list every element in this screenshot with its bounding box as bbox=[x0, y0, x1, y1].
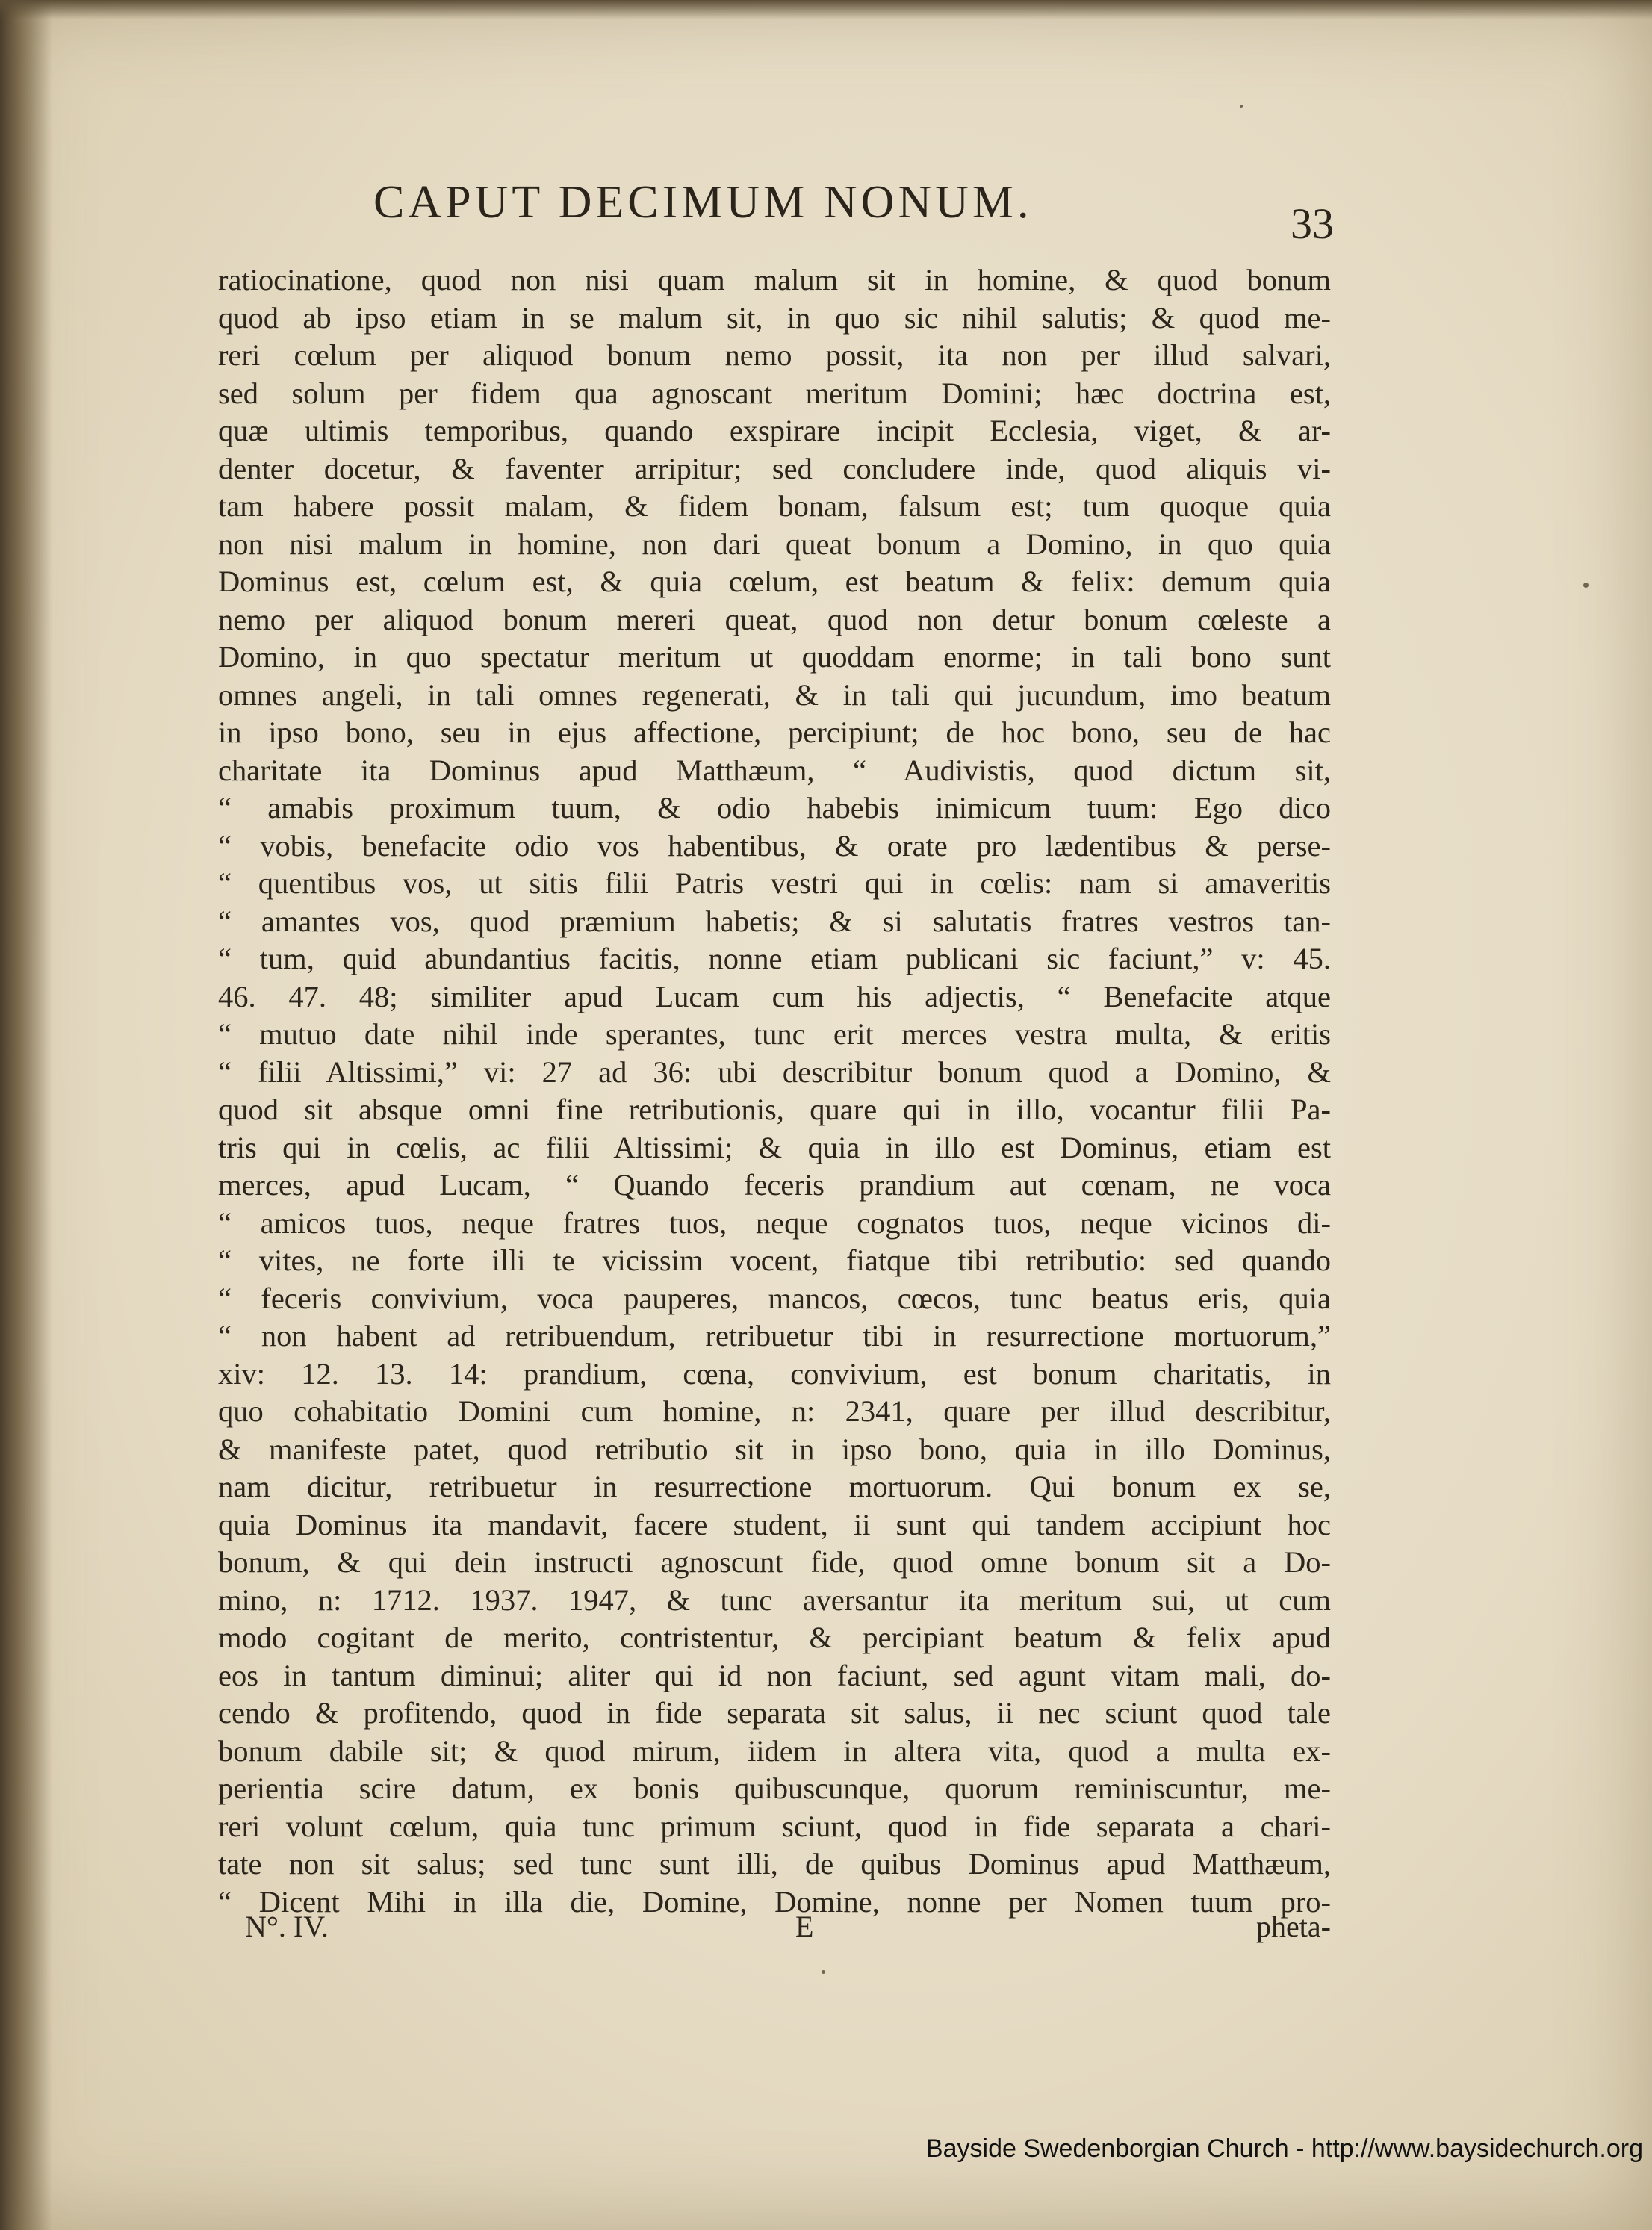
text-line: quod sit absque omni fine retributionis, quare qui in illo, vocantur filii Pa- bbox=[218, 1093, 1331, 1126]
body-text bbox=[218, 261, 1331, 1921]
text-line: omnes angeli, in tali omnes regenerati, & in tali qui jucundum, imo beatum bbox=[218, 677, 1331, 712]
text-line: & manifeste patet, quod retributio sit in ipso bono, quia in illo Dominus, bbox=[218, 1432, 1331, 1466]
page-number: 33 bbox=[1291, 199, 1334, 248]
text-line: tate non sit salus; sed tunc sunt illi, de quibus Dominus apud Matthæum, bbox=[218, 1847, 1331, 1880]
text-line: non nisi malum in homine, non dari queat bonum a Domino, in quo quia bbox=[218, 527, 1331, 561]
text-line: “ mutuo date nihil inde sperantes, tunc erit merces vestra multa, & eritis bbox=[218, 1017, 1331, 1051]
text-line: “ filii Altissimi,” vi: 27 ad 36: ubi describitur bonum quod a Domino, & bbox=[218, 1055, 1331, 1089]
text-line: “ amicos tuos, neque fratres tuos, neque cognatos tuos, neque vicinos di- bbox=[218, 1205, 1331, 1240]
text-line: mino, n: 1712. 1937. 1947, & tunc aversantur ita meritum sui, ut cum bbox=[218, 1583, 1331, 1617]
page-top-edge bbox=[0, 0, 1652, 19]
text-line: bonum, & qui dein instructi agnoscunt fide, quod omne bonum sit a Do- bbox=[218, 1545, 1331, 1579]
text-line: reri cœlum per aliquod bonum nemo possit, ita non per illud salvari, bbox=[218, 338, 1331, 372]
watermark-url: Bayside Swedenborgian Church - http://www.baysidechurch.org bbox=[925, 2134, 1643, 2163]
text-line: in ipso bono, seu in ejus affectione, percipiunt; de hoc bono, seu de hac bbox=[218, 715, 1331, 749]
text-line: tris qui in cœlis, ac filii Altissimi; & quia in illo est Dominus, etiam est bbox=[218, 1130, 1331, 1164]
text-line: “ vobis, benefacite odio vos habentibus, & orate pro lædentibus & perse- bbox=[218, 828, 1331, 863]
text-line: quæ ultimis temporibus, quando exspirare incipit Ecclesia, viget, & ar- bbox=[218, 414, 1331, 447]
running-title: CAPUT DECIMUM NONUM. bbox=[373, 177, 1033, 228]
text-line: nam dicitur, retribuetur in resurrectione mortuorum. Qui bonum ex se, bbox=[218, 1470, 1331, 1503]
text-line: eos in tantum diminui; aliter qui id non faciunt, sed agunt vitam mali, do- bbox=[218, 1658, 1331, 1692]
text-line: nemo per aliquod bonum mereri queat, quod non detur bonum cœleste a bbox=[218, 602, 1331, 636]
text-line: reri volunt cœlum, quia tunc primum sciunt, quod in fide separata a chari- bbox=[218, 1809, 1331, 1843]
text-line: “ feceris convivium, voca pauperes, mancos, cœcos, tunc beatus eris, quia bbox=[218, 1281, 1331, 1315]
text-line: ratiocinatione, quod non nisi quam malum sit in homine, & quod bonum bbox=[218, 263, 1331, 296]
paper-speck bbox=[1583, 583, 1589, 588]
text-line: cendo & profitendo, quod in fide separata sit salus, ii nec sciunt quod tale bbox=[218, 1696, 1331, 1730]
text-line: “ Dicent Mihi in illa die, Domine, Domine, nonne per Nomen tuum pro- bbox=[218, 1884, 1331, 1919]
catchword: pheta- bbox=[1256, 1910, 1331, 1943]
text-line: merces, apud Lucam, “ Quando feceris prandium aut cœnam, ne voca bbox=[218, 1168, 1331, 1202]
text-line: denter docetur, & faventer arripitur; sed concludere inde, quod aliquis vi- bbox=[218, 451, 1331, 485]
signature-mark: N°. IV. bbox=[245, 1910, 329, 1943]
text-line: “ quentibus vos, ut sitis filii Patris vestri qui in cœlis: nam si amaveritis bbox=[218, 866, 1331, 900]
paper-speck bbox=[822, 1970, 825, 1974]
text-line: “ non habent ad retribuendum, retribuetur tibi in resurrectione mortuorum,” bbox=[218, 1319, 1331, 1352]
text-line: Dominus est, cœlum est, & quia cœlum, est beatum & felix: demum quia bbox=[218, 565, 1331, 598]
text-line: quod ab ipso etiam in se malum sit, in quo sic nihil salutis; & quod me- bbox=[218, 300, 1331, 335]
text-line: modo cogitant de merito, contristentur, & percipiant beatum & felix apud bbox=[218, 1621, 1331, 1654]
text-line: xiv: 12. 13. 14: prandium, cœna, convivium, est bonum charitatis, in bbox=[218, 1356, 1331, 1391]
text-line: “ amabis proximum tuum, & odio habebis inimicum tuum: Ego dico bbox=[218, 791, 1331, 824]
text-line: “ vites, ne forte illi te vicissim vocent, fiatque tibi retributio: sed quando bbox=[218, 1243, 1331, 1277]
text-line: sed solum per fidem qua agnoscant meritum Domini; hæc doctrina est, bbox=[218, 376, 1331, 410]
paper-speck bbox=[1240, 105, 1243, 108]
text-line: tam habere possit malam, & fidem bonam, falsum est; tum quoque quia bbox=[218, 489, 1331, 523]
signature-letter: E bbox=[795, 1910, 814, 1943]
text-line: charitate ita Dominus apud Matthæum, “ Audivistis, quod dictum sit, bbox=[218, 753, 1331, 787]
text-line: “ amantes vos, quod præmium habetis; & si salutatis fratres vestros tan- bbox=[218, 904, 1331, 938]
page-footer bbox=[218, 1909, 1331, 1954]
text-line: Domino, in quo spectatur meritum ut quoddam enorme; in tali bono sunt bbox=[218, 640, 1331, 674]
text-line: quo cohabitatio Domini cum homine, n: 2341, quare per illud describitur, bbox=[218, 1394, 1331, 1428]
text-line: bonum dabile sit; & quod mirum, iidem in altera vita, quod a multa ex- bbox=[218, 1733, 1331, 1768]
text-line: “ tum, quid abundantius facitis, nonne etiam publicani sic faciunt,” v: 45. bbox=[218, 942, 1331, 975]
text-line: perientia scire datum, ex bonis quibuscunque, quorum reminiscuntur, me- bbox=[218, 1771, 1331, 1805]
page-gutter-shadow bbox=[0, 0, 52, 2230]
text-line: quia Dominus ita mandavit, facere student, ii sunt qui tandem accipiunt hoc bbox=[218, 1507, 1331, 1541]
text-line: 46. 47. 48; similiter apud Lucam cum his adjectis, “ Benefacite atque bbox=[218, 979, 1331, 1013]
